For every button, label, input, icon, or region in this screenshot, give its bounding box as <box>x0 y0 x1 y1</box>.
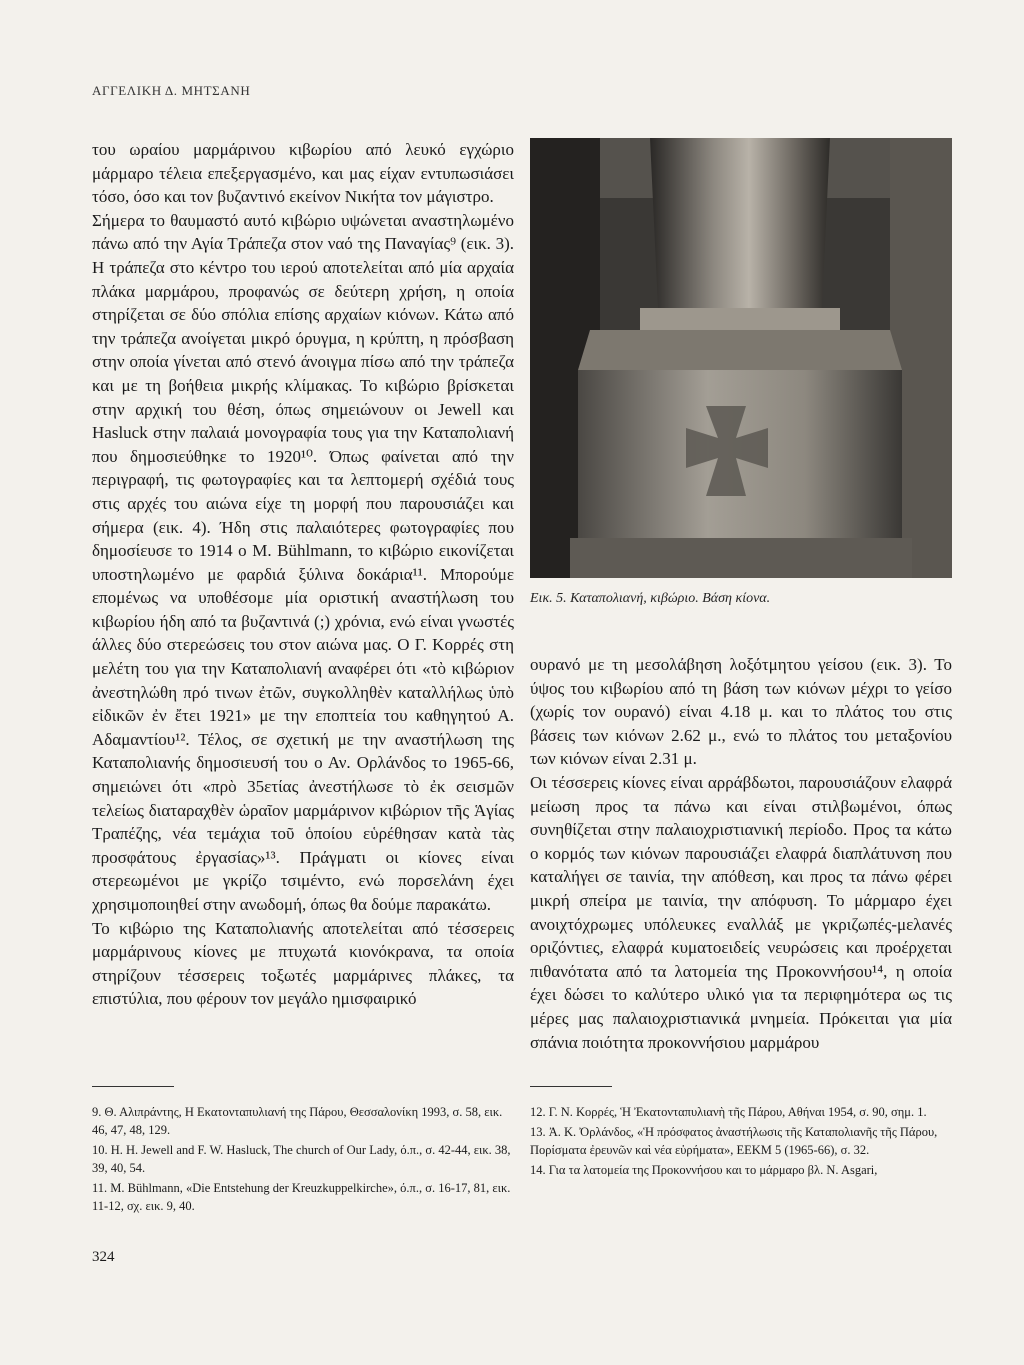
footnote-rule <box>92 1086 174 1087</box>
paragraph: Οι τέσσερεις κίονες είναι αρράβδωτοι, παρουσιάζουν ελαφρά μείωση προς τα πάνω και είναι στιλβωμένοι, όπως συνηθίζεται στην παλαιοχριστιανική περίοδο. Προς τα κάτω ο κορμός των κιόνων παρουσιάζει ελαφρά διαπλάτυνση που καταλήγει σε ταινία, την απόθεση, και προς τα πάνω φέρει μικρή σπείρα με ταινία, την απόφυση. Το μάρμαρο έχει ανοιχτόχρωμες υπόλευκες εναλλάξ με γκριζωπές-μελανές οριζόντιες, ελαφρά κυματοειδείς νευρώσεις και προέρχεται πιθανότατα από τα λατομεία της Προκοννήσου¹⁴, η οποία έχει δώσει το καλύτερο υλικό για τα περιφημότερα ως τις μέρες μας παλαιοχριστιανικά μνημεία. Πρόκειται για μία σπάνια ποιότητα προκοννήσιου μαρμάρου <box>530 772 952 1052</box>
paragraph: ουρανό με τη μεσολάβηση λοξότμητου γείσου (εικ. 3). Το ύψος του κιβωρίου από τη βάση των κιόνων μέχρι το γείσο (χωρίς τον ουρανό) είναι 4.18 μ. και το πλάτος του στις βάσεις των κιόνων 2.62 μ., ενώ το πλάτος του μεταξονίου των κιόνων είναι 2.31 μ. <box>530 655 952 769</box>
paragraph: Το κιβώριο της Καταπολιανής αποτελείται από τέσσερεις μαρμάρινους κίονες με πτυχωτά κιονόκρανα, τα οποία στηρίζουν τέσσερεις τοξωτές μαρμάρινες πλάκες, τα επιστύλια, που φέρουν τον μεγάλο ημισφαιρικό <box>92 918 514 1009</box>
footnotes-left <box>92 1103 514 1217</box>
footnote: 12. Γ. Ν. Κορρές, Ἡ Ἐκατονταπυλιανὴ τῆς Πάρου, Αθήναι 1954, σ. 90, σημ. 1. <box>530 1105 927 1119</box>
figure-caption: Εικ. 5. Καταπολιανή, κιβώριο. Βάση κίονα. <box>530 591 771 606</box>
paragraph: του ωραίου μαρμάρινου κιβωρίου από λευκό εγχώριο μάρμαρο τέλεια επεξεργασμένο, και μας είχαν εντυπωσιάσει τόσο, όσο και τον βυζαντινό εκείνον Νικήτα τον μάγιστρο. <box>92 140 514 207</box>
footnote: 14. Για τα λατομεία της Προκοννήσου και το μάρμαρο βλ. N. Asgari, <box>530 1163 878 1177</box>
paragraph: Σήμερα το θαυμαστό αυτό κιβώριο υψώνεται αναστηλωμένο πάνω από την Αγία Τράπεζα στον ναό της Παναγίας⁹ (εικ. 3). Η τράπεζα στο κέντρο του ιερού αποτελείται από μία αρχαία πλάκα μαρμάρου, προφανώς σε δεύτερη χρήση, η οποία στηρίζεται σε δύο σπόλια επίσης αρχαίων κιόνων. Κάτω από την τράπεζα ανοίγεται μικρό όρυγμα, η κρύπτη, η πρόσβαση στην οποία γίνεται από στενό άνοιγμα πίσω από την τράπεζα και με τη βοήθεια μικρής κλίμακας. Το κιβώριο βρίσκεται στην αρχική του θέση, όπως σημειώνουν οι Jewell και Hasluck στην παλαιά μονογραφία τους για την Καταπολιανή που δημοσιεύθηκε το 1920¹⁰. Όπως φαίνεται από την περιγραφή, τις φωτογραφίες και τα λεπτομερή σχέδιά τους στις αρχές του αιώνα είχε τη μορφή που παρουσιάζει και σήμερα (εικ. 4). Ήδη στις παλαιότερες φωτογραφίες που δημοσίευσε το 1914 ο M. Bühlmann, το κιβώριο εικονίζεται υποστηλωμένο με φαρδιά ξύλινα δοκάρια¹¹. Μπορούμε επομένως να υποθέσομε μία οριστική αναστήλωση του κιβωρίου ήδη από τα βυζαντινά (;) χρόνια, ενώ είναι γνωστές άλλες δύο στερεώσεις του στον αιώνα μας. Ο Γ. Κορρές στη μελέτη του για την Καταπολιανή αναφέρει ότι «τὸ κιβώριον ἀνεστηλώθη πρό τινων ἐτῶν, συγκολληθὲν καταλλήλως ὑπὸ εἰδικῶν ἐν ἔτει 1921» με την εποπτεία του καθηγητού Α. Αδαμαντίου¹². Τέλος, σε σχετική με την αναστήλωση της Καταπολιανής δημοσιευσή του ο Αν. Ορλάνδος το 1965-66, σημειώνει ότι «πρὸ 35ετίας ἀνεστήλωσε τὸ ἐκ σεισμῶν τελείως διαταραχθὲν ὡραῖον μαρμάρινον κιβώριον τῆς Ἁγίας Τραπέζης, νέα τεμάχια τοῦ ὁποίου εὑρέθησαν κατὰ τὰς προσφάτους ἐργασίας»¹³. Πράγματι οι κίονες είναι στερεωμένοι με γκρίζο τσιμέντο, ενώ πορσελάνη έχει χρησιμοποιηθεί στην ανωδομή, όπως θα δούμε παρακάτω. <box>92 210 514 914</box>
figure-photo-column-base <box>530 138 952 578</box>
footnote: 10. H. H. Jewell and F. W. Hasluck, The church of Our Lady, ό.π., σ. 42-44, εικ. 38, 39, 40, 54. <box>92 1143 511 1175</box>
column-base-photo <box>530 138 952 578</box>
footnote: 13. Ἀ. Κ. Ὀρλάνδος, «Ἡ πρόσφατος ἀναστήλωσις τῆς Καταπολιανῆς τῆς Πάρου, Πορίσματα ἐρευνῶν καὶ νέα εὑρήματα», ΕΕΚΜ 5 (1965-66), σ. 32. <box>530 1125 938 1157</box>
left-text-column <box>92 138 514 1011</box>
running-head: ΑΓΓΕΛΙΚΗ Δ. ΜΗΤΣΑΝΗ <box>92 83 251 98</box>
footnote: 11. M. Bühlmann, «Die Entstehung der Kreuzkuppelkirche», ό.π., σ. 16-17, 81, εικ. 11-12, σχ. εικ. 9, 40. <box>92 1181 511 1213</box>
right-text-column <box>530 653 952 1054</box>
footnote-rule <box>530 1086 612 1087</box>
page-number: 324 <box>92 1249 115 1265</box>
footnotes-right <box>530 1103 952 1181</box>
footnote: 9. Θ. Αλιπράντης, Η Εκατονταπυλιανή της Πάρου, Θεσσαλονίκη 1993, σ. 58, εικ. 46, 47, 48, 129. <box>92 1105 503 1137</box>
